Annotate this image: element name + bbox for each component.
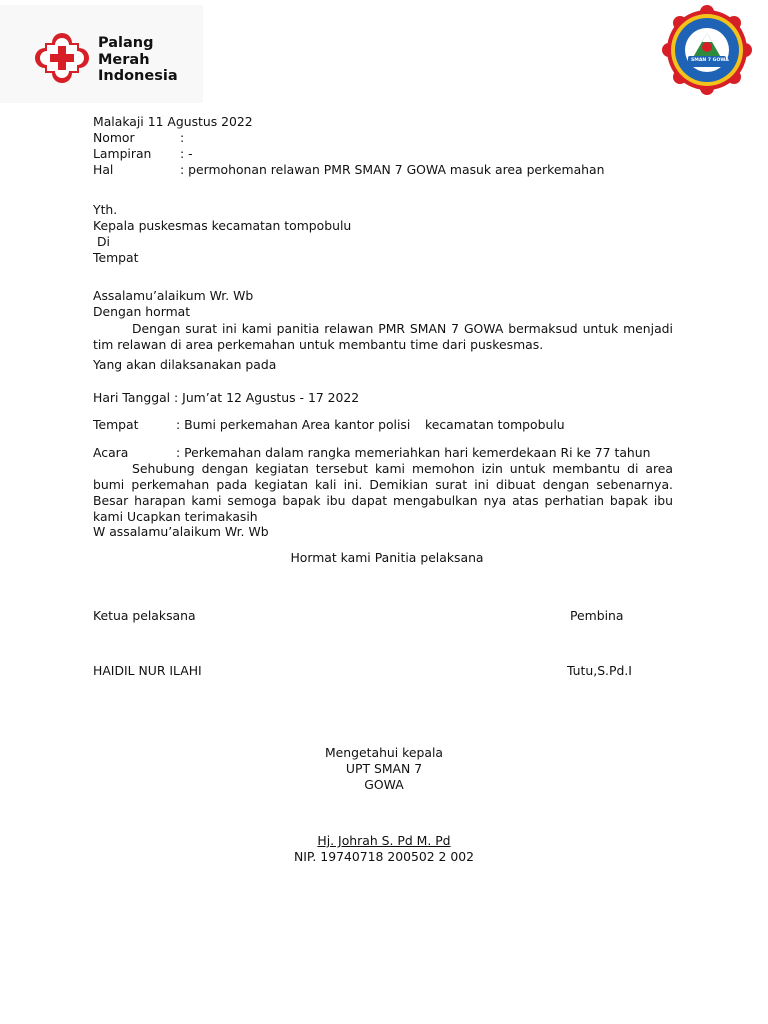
ack-name: [244, 833, 524, 849]
school-logo: [655, 3, 760, 97]
red-cross-logo-icon: [33, 33, 91, 83]
recipient-di: Di: [97, 234, 110, 249]
greeting: Assalamu’alaikum Wr. Wb: [93, 288, 254, 303]
signer-right-title: Pembina: [570, 608, 624, 623]
meta-value: :: [180, 130, 185, 145]
detail-tempat-value: : Bumi perkemahan Area kantor polisi: [176, 417, 411, 432]
detail-hari-tanggal: Hari Tanggal : Jum’at 12 Agustus - 17 2022: [93, 390, 360, 405]
ack-line2: UPT SMAN 7: [345, 761, 423, 776]
signer-left-title: Ketua pelaksana: [93, 608, 196, 623]
intro-paragraph: Dengan surat ini kami panitia relawan PMR SMAN 7 GOWA bermaksud untuk menjadi tim relawan di area perkemahan untuk membantu time dari puskesmas.: [93, 321, 673, 352]
school-logo-text: SMAN 7 GOWA: [691, 58, 729, 63]
detail-acara-row: [0, 445, 768, 461]
meta-value: : permohonan relawan PMR SMAN 7 GOWA masuk area perkemahan: [180, 162, 605, 177]
detail-tempat-extra: kecamatan tompobulu: [425, 417, 565, 432]
signer-left-name: HAIDIL NUR ILAHI: [93, 663, 202, 678]
pmi-logo-line: Merah: [98, 51, 150, 68]
ack-line1: Mengetahui kepala: [324, 745, 444, 760]
ack-name-text: Hj. Johrah S. Pd M. Pd: [317, 833, 451, 848]
ack-nip: NIP. 19740718 200502 2 002: [293, 849, 475, 864]
pmi-logo: [0, 5, 203, 103]
recipient-name: Kepala puskesmas kecamatan tompobulu: [93, 218, 352, 233]
closing-paragraph: Sehubung dengan kegiatan tersebut kami memohon izin untuk membantu di area bumi perkemahan pada kegiatan kali ini. Demikian surat ini dibuat dengan sebenarnya. Besar harapan kami semoga bapak ibu dapat mengabulkan nya atas perhatian bapak ibu kami Ucapkan terimakasih: [93, 461, 673, 524]
signer-right-name: Tutu,S.Pd.I: [567, 663, 632, 678]
recipient-yth: Yth.: [93, 202, 118, 217]
recipient-tempat: Tempat: [93, 250, 139, 265]
meta-value: : -: [180, 146, 193, 161]
meta-row: [0, 162, 768, 178]
detail-acara-label: Acara: [93, 445, 129, 460]
schedule-intro: Yang akan dilaksanakan pada: [93, 357, 277, 372]
pmi-logo-line: Palang: [98, 35, 154, 51]
pmi-logo-text: [98, 35, 178, 85]
meta-row: [0, 146, 768, 162]
pmi-logo-line: Indonesia: [98, 68, 178, 84]
sman-7-gowa-emblem-icon: [655, 3, 760, 97]
meta-label: Hal: [93, 162, 114, 177]
salutation: Dengan hormat: [93, 304, 191, 319]
place-date: Malakaji 11 Agustus 2022: [93, 114, 253, 129]
detail-tempat-row: [0, 417, 768, 433]
detail-tempat-label: Tempat: [93, 417, 139, 432]
detail-acara-value: : Perkemahan dalam rangka memeriahkan hari kemerdekaan Ri ke 77 tahun: [176, 445, 651, 460]
meta-label: Lampiran: [93, 146, 152, 161]
ack-line3: GOWA: [364, 777, 404, 792]
meta-label: Nomor: [93, 130, 135, 145]
meta-row: [0, 130, 768, 146]
sign-header: Hormat kami Panitia pelaksana: [290, 550, 484, 565]
closing-greeting: W assalamu’alaikum Wr. Wb: [93, 524, 269, 539]
